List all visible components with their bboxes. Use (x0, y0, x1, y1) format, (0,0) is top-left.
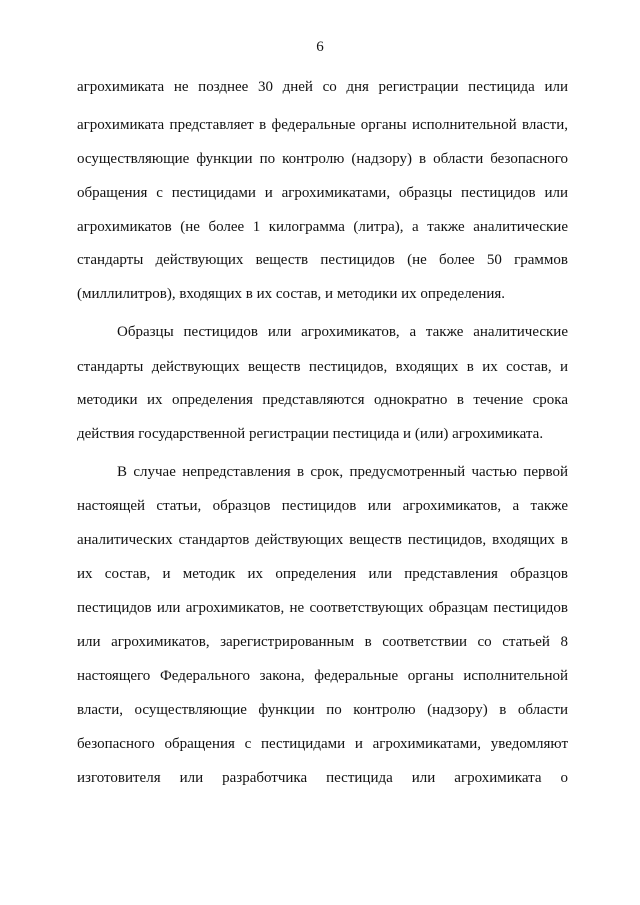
text-line: настоящего Федерального закона, федеральные органы исполнительной (77, 668, 568, 684)
text-line: обращения с пестицидами и агрохимикатами, образцы пестицидов или (77, 185, 568, 201)
text-line: или агрохимикатов, зарегистрированным в соответствии со статьей 8 (77, 634, 568, 650)
text-line: власти, осуществляющие функции по контролю (надзору) в области (77, 702, 568, 718)
text-line: безопасного обращения с пестицидами и агрохимикатами, уведомляют (77, 736, 568, 752)
text-line: стандарты действующих веществ пестицидов, входящих в их состав, и (77, 359, 568, 375)
text-line: аналитических стандартов действующих веществ пестицидов, входящих в (77, 532, 568, 548)
text-line: пестицидов или агрохимикатов, не соответствующих образцам пестицидов (77, 600, 568, 616)
text-line: методики их определения представляются однократно в течение срока (77, 392, 568, 408)
text-line: изготовителя или разработчика пестицида или агрохимиката о (77, 770, 568, 786)
page-number: 6 (316, 39, 324, 55)
text-line: осуществляющие функции по контролю (надзору) в области безопасного (77, 151, 568, 167)
text-line: их состав, и методик их определения или представления образцов (77, 566, 568, 582)
text-line: Образцы пестицидов или агрохимикатов, а также аналитические (117, 324, 568, 340)
text-line: действия государственной регистрации пестицида и (или) агрохимиката. (77, 426, 544, 442)
text-line: В случае непредставления в срок, предусмотренный частью первой (117, 464, 568, 480)
text-line: стандарты действующих веществ пестицидов (не более 50 граммов (77, 252, 568, 268)
text-line: агрохимиката не позднее 30 дней со дня регистрации пестицида или (77, 79, 568, 95)
text-line: агрохимиката представляет в федеральные органы исполнительной власти, (77, 117, 568, 133)
text-line: агрохимикатов (не более 1 килограмма (литра), а также аналитические (77, 219, 568, 235)
text-line: (миллилитров), входящих в их состав, и методики их определения. (77, 286, 506, 302)
text-line: настоящей статьи, образцов пестицидов или агрохимикатов, а также (77, 498, 568, 514)
